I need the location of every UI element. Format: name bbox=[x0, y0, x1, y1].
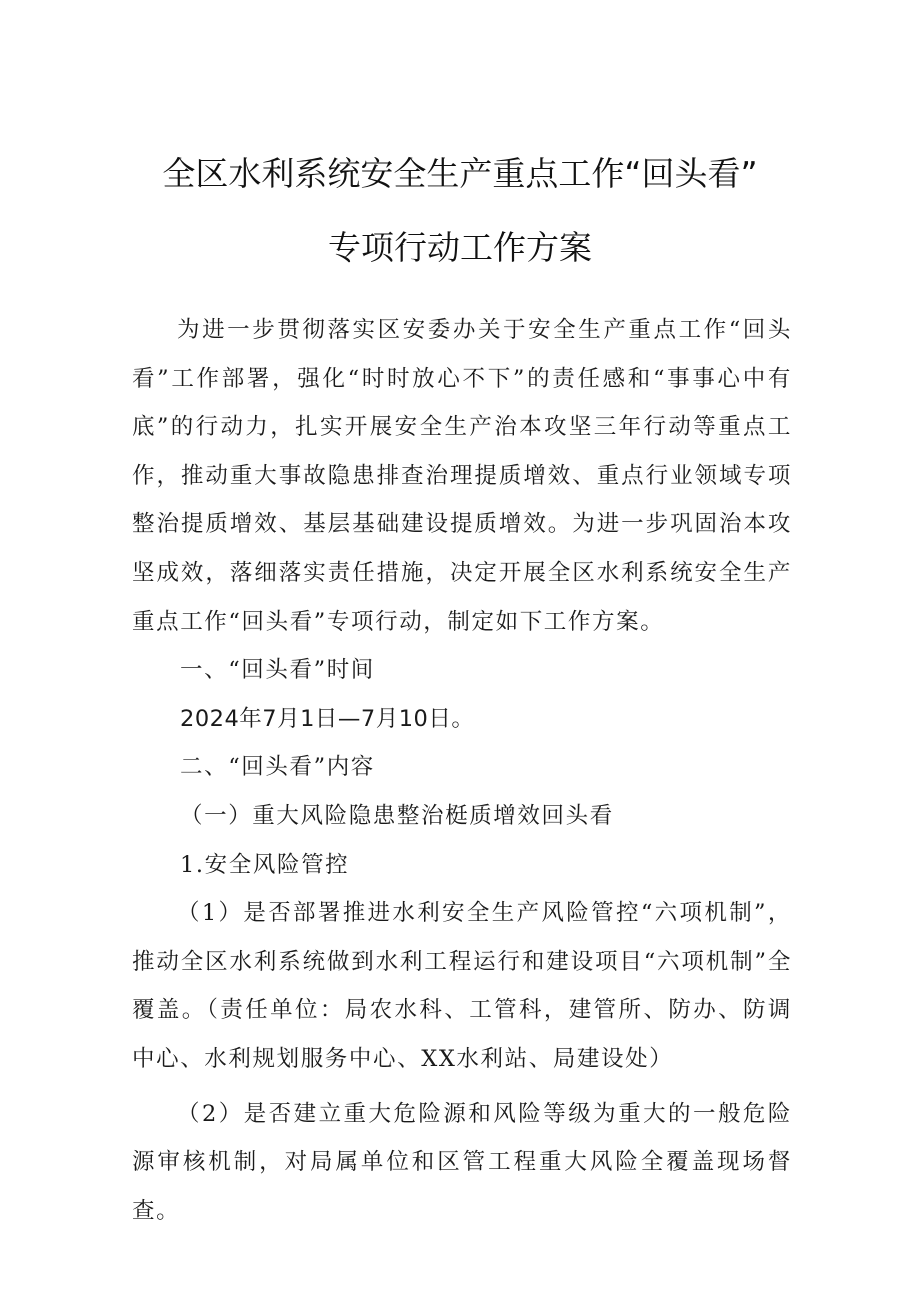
document-title-line-2: 专项行动工作方案 bbox=[328, 228, 592, 267]
subsection-1-heading: （一）重大风险隐患整治梃质增效回头看 bbox=[180, 802, 614, 829]
section-1-content: 2024年7月1日—7月10日。 bbox=[180, 705, 475, 732]
item-1-point-1: （1）是否部署推进水利安全生产风险管控“六项机制”，推动全区水利系统做到水利工程运行和建设项目“六项机制”全覆盖。（责任单位：局农水科、工管科，建管所、防办、防调中心、水利规划服务中心、XX水利站、局建设处） bbox=[132, 900, 792, 1072]
item-1-heading: 1.安全风险管控 bbox=[180, 851, 350, 878]
item-1-point-2: （2）是否建立重大危险源和风险等级为重大的一般危险源审核机制，对局属单位和区管工程重大风险全覆盖现场督查。 bbox=[132, 1100, 792, 1224]
section-2-heading: 二、“回头看”内容 bbox=[180, 754, 375, 781]
document-title-line-1: 全区水利系统安全生产重点工作“回头看” bbox=[162, 154, 758, 193]
section-1-heading: 一、“回头看”时间 bbox=[180, 657, 375, 684]
intro-paragraph: 为进一步贯彻落实区安委办关于安全生产重点工作“回头看”工作部署，强化“时时放心不下”的责任感和“事事心中有底”的行动力，扎实开展安全生产治本攻坚三年行动等重点工作，推动重大事故隐患排查治理提质增效、重点行业领域专项整治提质增效、基层基础建设提质增效。为进一步巩固治本攻坚成效，落细落实责任措施，决定开展全区水利系统安全生产重点工作“回头看”专项行动，制定如下工作方案。 bbox=[132, 317, 792, 635]
document-body bbox=[132, 306, 792, 1235]
